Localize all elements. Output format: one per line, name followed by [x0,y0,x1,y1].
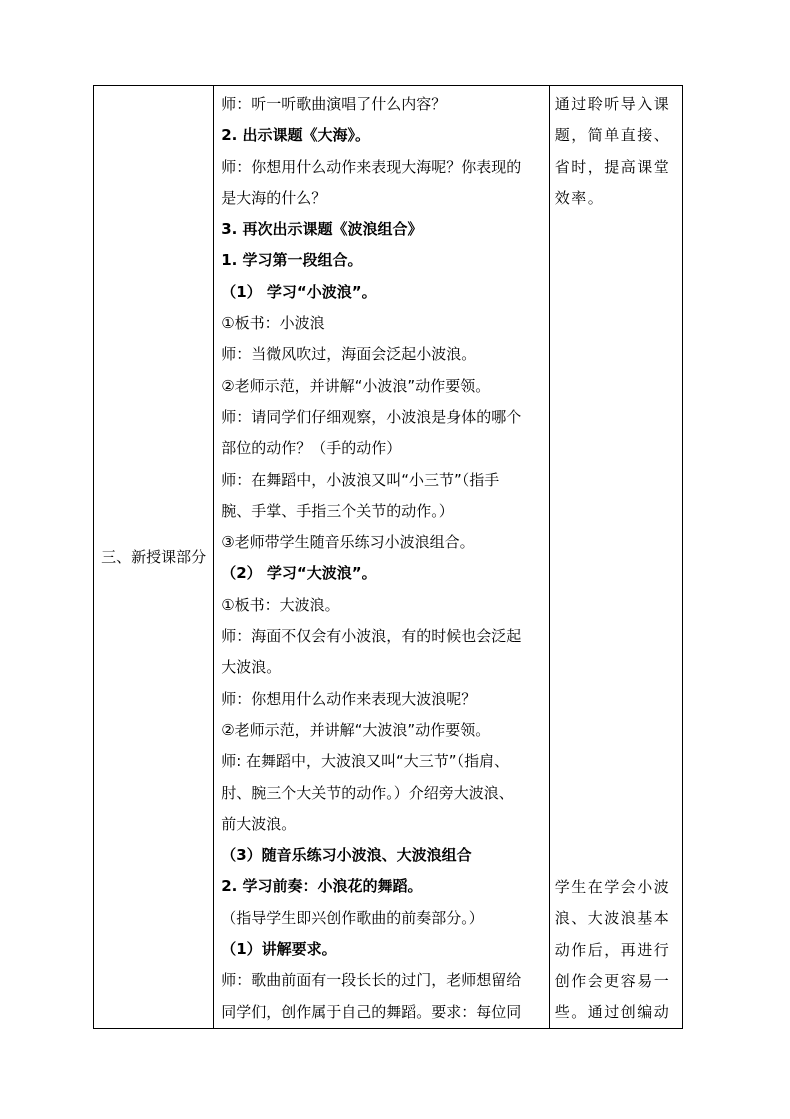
content-line: 部位的动作？（手的动作） [221,439,402,458]
content-line: ②老师示范，并讲解“小波浪”动作要领。 [221,376,491,395]
content-line: 2. 出示课题《大海》。 [221,126,371,145]
main-content-cell [214,86,550,1029]
content-line: 师: 在舞蹈中，大波浪又叫“大三节”（指肩、 [221,752,510,771]
content-line: 2. 学习前奏：小浪花的舞蹈。 [221,877,423,896]
content-line: （1） 学习“小波浪”。 [221,282,377,301]
design-notes-cell [549,86,682,1029]
table-row [94,86,683,1029]
content-line: 师：当微风吹过，海面会泛起小波浪。 [221,345,477,364]
content-line: 1. 学习第一段组合。 [221,251,363,270]
content-line: 大波浪。 [221,658,282,677]
content-line: 是大海的什么？ [221,188,327,207]
content-line: ③老师带学生随音乐练习小波浪组合。 [221,533,475,552]
content-line: 师：海面不仅会有小波浪，有的时候也会泛起 [221,627,522,646]
design-note-intro: 通过聆听导入课题，简单直接、省时，提高课堂效率。 [554,95,671,207]
content-line: 肘、腕三个大关节的动作。）介绍旁大波浪、 [221,783,514,802]
content-line: 3. 再次出示课题《波浪组合》 [221,220,423,239]
content-line: 前大波浪。 [221,814,297,833]
content-line: 师：请同学们仔细观察，小波浪是身体的哪个 [221,407,522,426]
content-line: （1）讲解要求。 [221,940,337,959]
content-line: 腕、手掌、手指三个关节的动作。） [221,501,454,520]
stage-cell [94,86,214,1029]
content-line: 师：听一听歌曲演唱了什么内容？ [221,95,447,113]
lesson-plan-table [93,85,683,1029]
design-note-creation: 学生在学会小波浪、大波浪基本动作后，再进行创作会更容易一些。通过创编动 [554,878,671,1022]
content-line: （3）随音乐练习小波浪、大波浪组合 [221,846,472,865]
content-line: 师：你想用什么动作来表现大波浪呢？ [221,689,477,708]
content-line: 师：歌曲前面有一段长长的过门，老师想留给 [221,971,522,990]
content-line: ①板书：小波浪 [221,314,325,333]
content-line: （2） 学习“大波浪”。 [221,564,377,583]
teaching-process [214,86,549,1028]
stage-label: 三、新授课部分 [101,548,207,567]
content-line: 师：在舞蹈中，小波浪又叫“小三节”（指手 [221,470,500,489]
content-line: ②老师示范，并讲解“大波浪”动作要领。 [221,720,491,739]
content-line: （指导学生即兴创作歌曲的前奏部分。） [221,908,484,927]
content-line: 师：你想用什么动作来表现大海呢？你表现的 [221,157,522,176]
content-line: ①板书：大波浪。 [221,595,340,614]
content-line: 同学们，创作属于自己的舞蹈。要求：每位同 [221,1002,522,1021]
